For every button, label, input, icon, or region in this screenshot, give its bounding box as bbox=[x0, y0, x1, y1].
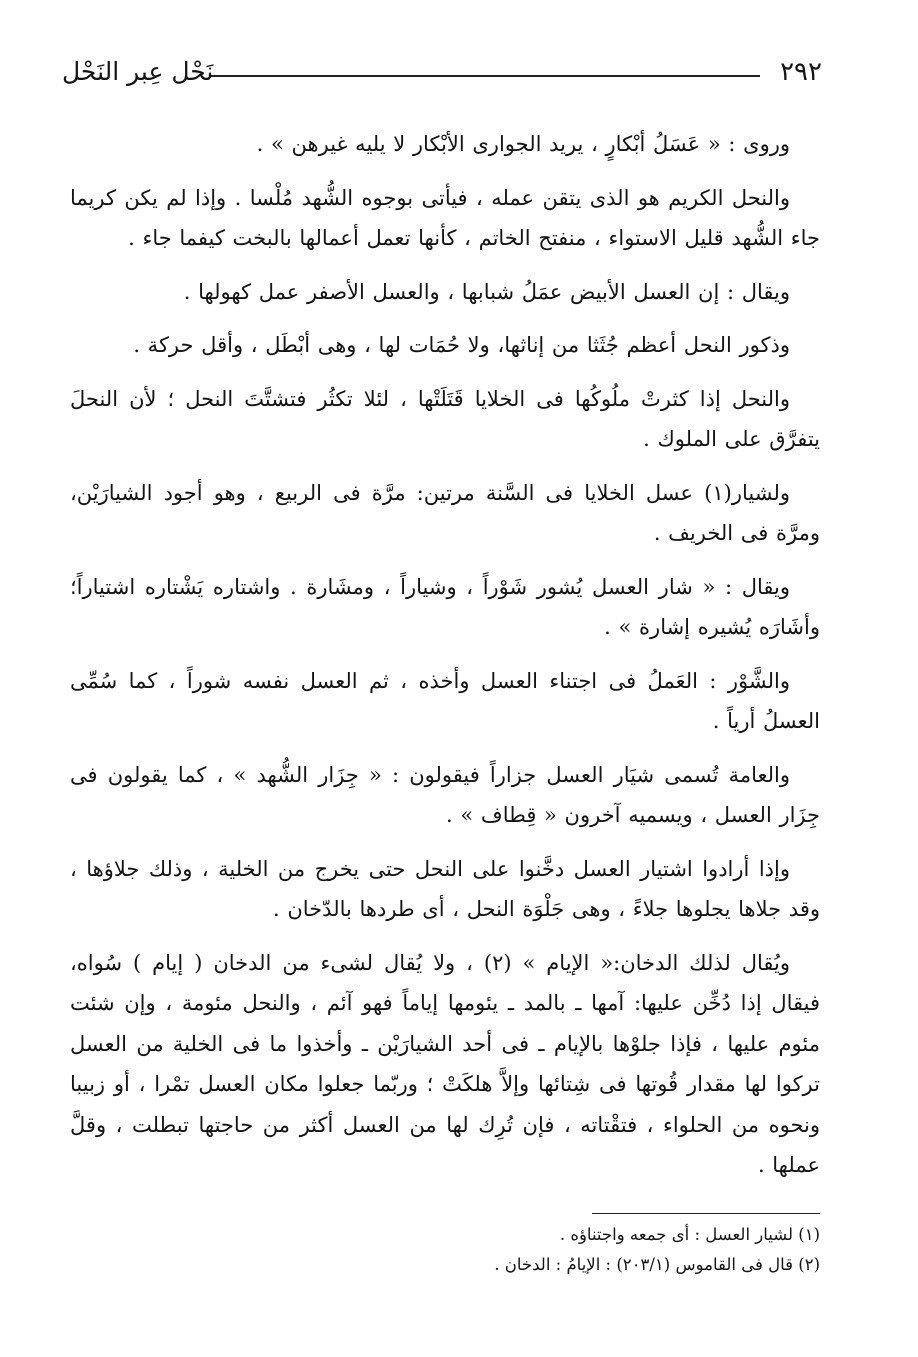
footnote-rule bbox=[592, 1213, 820, 1214]
paragraph: والنحل إذا كثرتْ ملُوكُها فى الخلايا قَتَلَتْها ، لئلا تكثُر فتشتَّتَ النحل ؛ لأن النحلَ يتفرَّق على الملوك . bbox=[70, 386, 820, 451]
paragraph: والنحل الكريم هو الذى يتقن عمله ، فيأتى بوجوه الشُّهد مُلْسا . وإذا لم يكن كريما جاء الشُّهد قليل الاستواء ، منفتح الخاتم ، كأنها تعمل أعمالها بالبخت كيفما جاء . bbox=[70, 185, 820, 250]
paragraph: ويقال : « شار العسل يُشور شَوْراً ، وشياراً ، ومشَارة . واشتاره يَشْتاره اشتياراً؛ وأشَارَه يُشيره إشارة » . bbox=[70, 574, 820, 639]
header-rule bbox=[210, 75, 760, 77]
paragraph: وذكور النحل أعظم جُثَثا من إناثها، ولا حُمَات لها ، وهى أبْطَل ، وأقل حركة . bbox=[133, 333, 790, 357]
paragraph: وروى : « عَسَلُ أبْكارٍ ، يريد الجوارى الأبْكار لا يليه غيرهن » . bbox=[256, 132, 790, 156]
paragraph: ولشيار(١) عسل الخلايا فى السَّنة مرتين: مرَّة فى الربيع ، وهو أجود الشيارَيْن، ومرَّة فى الخريف . bbox=[70, 480, 820, 545]
footnote: (١) لشيار العسل : أى جمعه واجتناؤه . bbox=[559, 1225, 820, 1244]
paragraph: وإذا أرادوا اشتيار العسل دخَّنوا على النحل حتى يخرج من الخلية ، وذلك جلاؤها ، وقد جلاها يجلوها جلاءً ، وهى جَلْوَة النحل ، أى طردها بالدّخان . bbox=[70, 856, 820, 921]
footnotes bbox=[120, 1220, 820, 1280]
page-header bbox=[62, 52, 822, 92]
paragraph: والشَّوْر : العَملُ فى اجتناء العسل وأخذه ، ثم العسل نفسه شوراً ، كما سُمِّى العسلُ أرياً . bbox=[70, 668, 820, 733]
paragraph: ويُقال لذلك الدخان:« الإيام » (٢) ، ولا يُقال لشىء من الدخان ( إيام ) سُواه، فيقال إذا دُخِّن عليها: آمها ـ بالمد ـ يئومها إياماً فهو آئم ، والنحل مئومة ، وإن شئت مئوم عليها ، فإذا جلوْها بالإيام ـ فى أحد الشيارَيْن ـ وأخذوا ما فى الخلية من العسل تركوا لها مقدار قُوتها فى شِتائها وإلاَّ هلكَتْ ؛ وربّما جعلوا مكان العسل تمْرا ، أو زبيبا ونحوه من الحلواء ، فتقْتاته ، فإن تُرِك لها من العسل أكثر من حاجتها تبطلت ، وقلَّ عملها . bbox=[70, 950, 820, 1177]
paragraph: ويقال : إن العسل الأبيض عمَلُ شبابها ، والعسل الأصفر عمل كهولها . bbox=[183, 279, 790, 304]
paragraph: والعامة تُسمى شيَار العسل جزاراً فيقولون : « جِزَار الشُّهد » ، كما يقولون فى جِزَار العسل ، ويسميه آخرون « قِطاف » . bbox=[70, 762, 820, 827]
page-number: ٢٩٢ bbox=[780, 57, 822, 87]
body-text bbox=[70, 124, 820, 1186]
running-title: نَحْل عِبر النَحْل bbox=[62, 57, 214, 86]
footnote: (٢) قال فى القاموس (٢٠٣/١) : الإيامُ : الدخان . bbox=[494, 1255, 820, 1274]
